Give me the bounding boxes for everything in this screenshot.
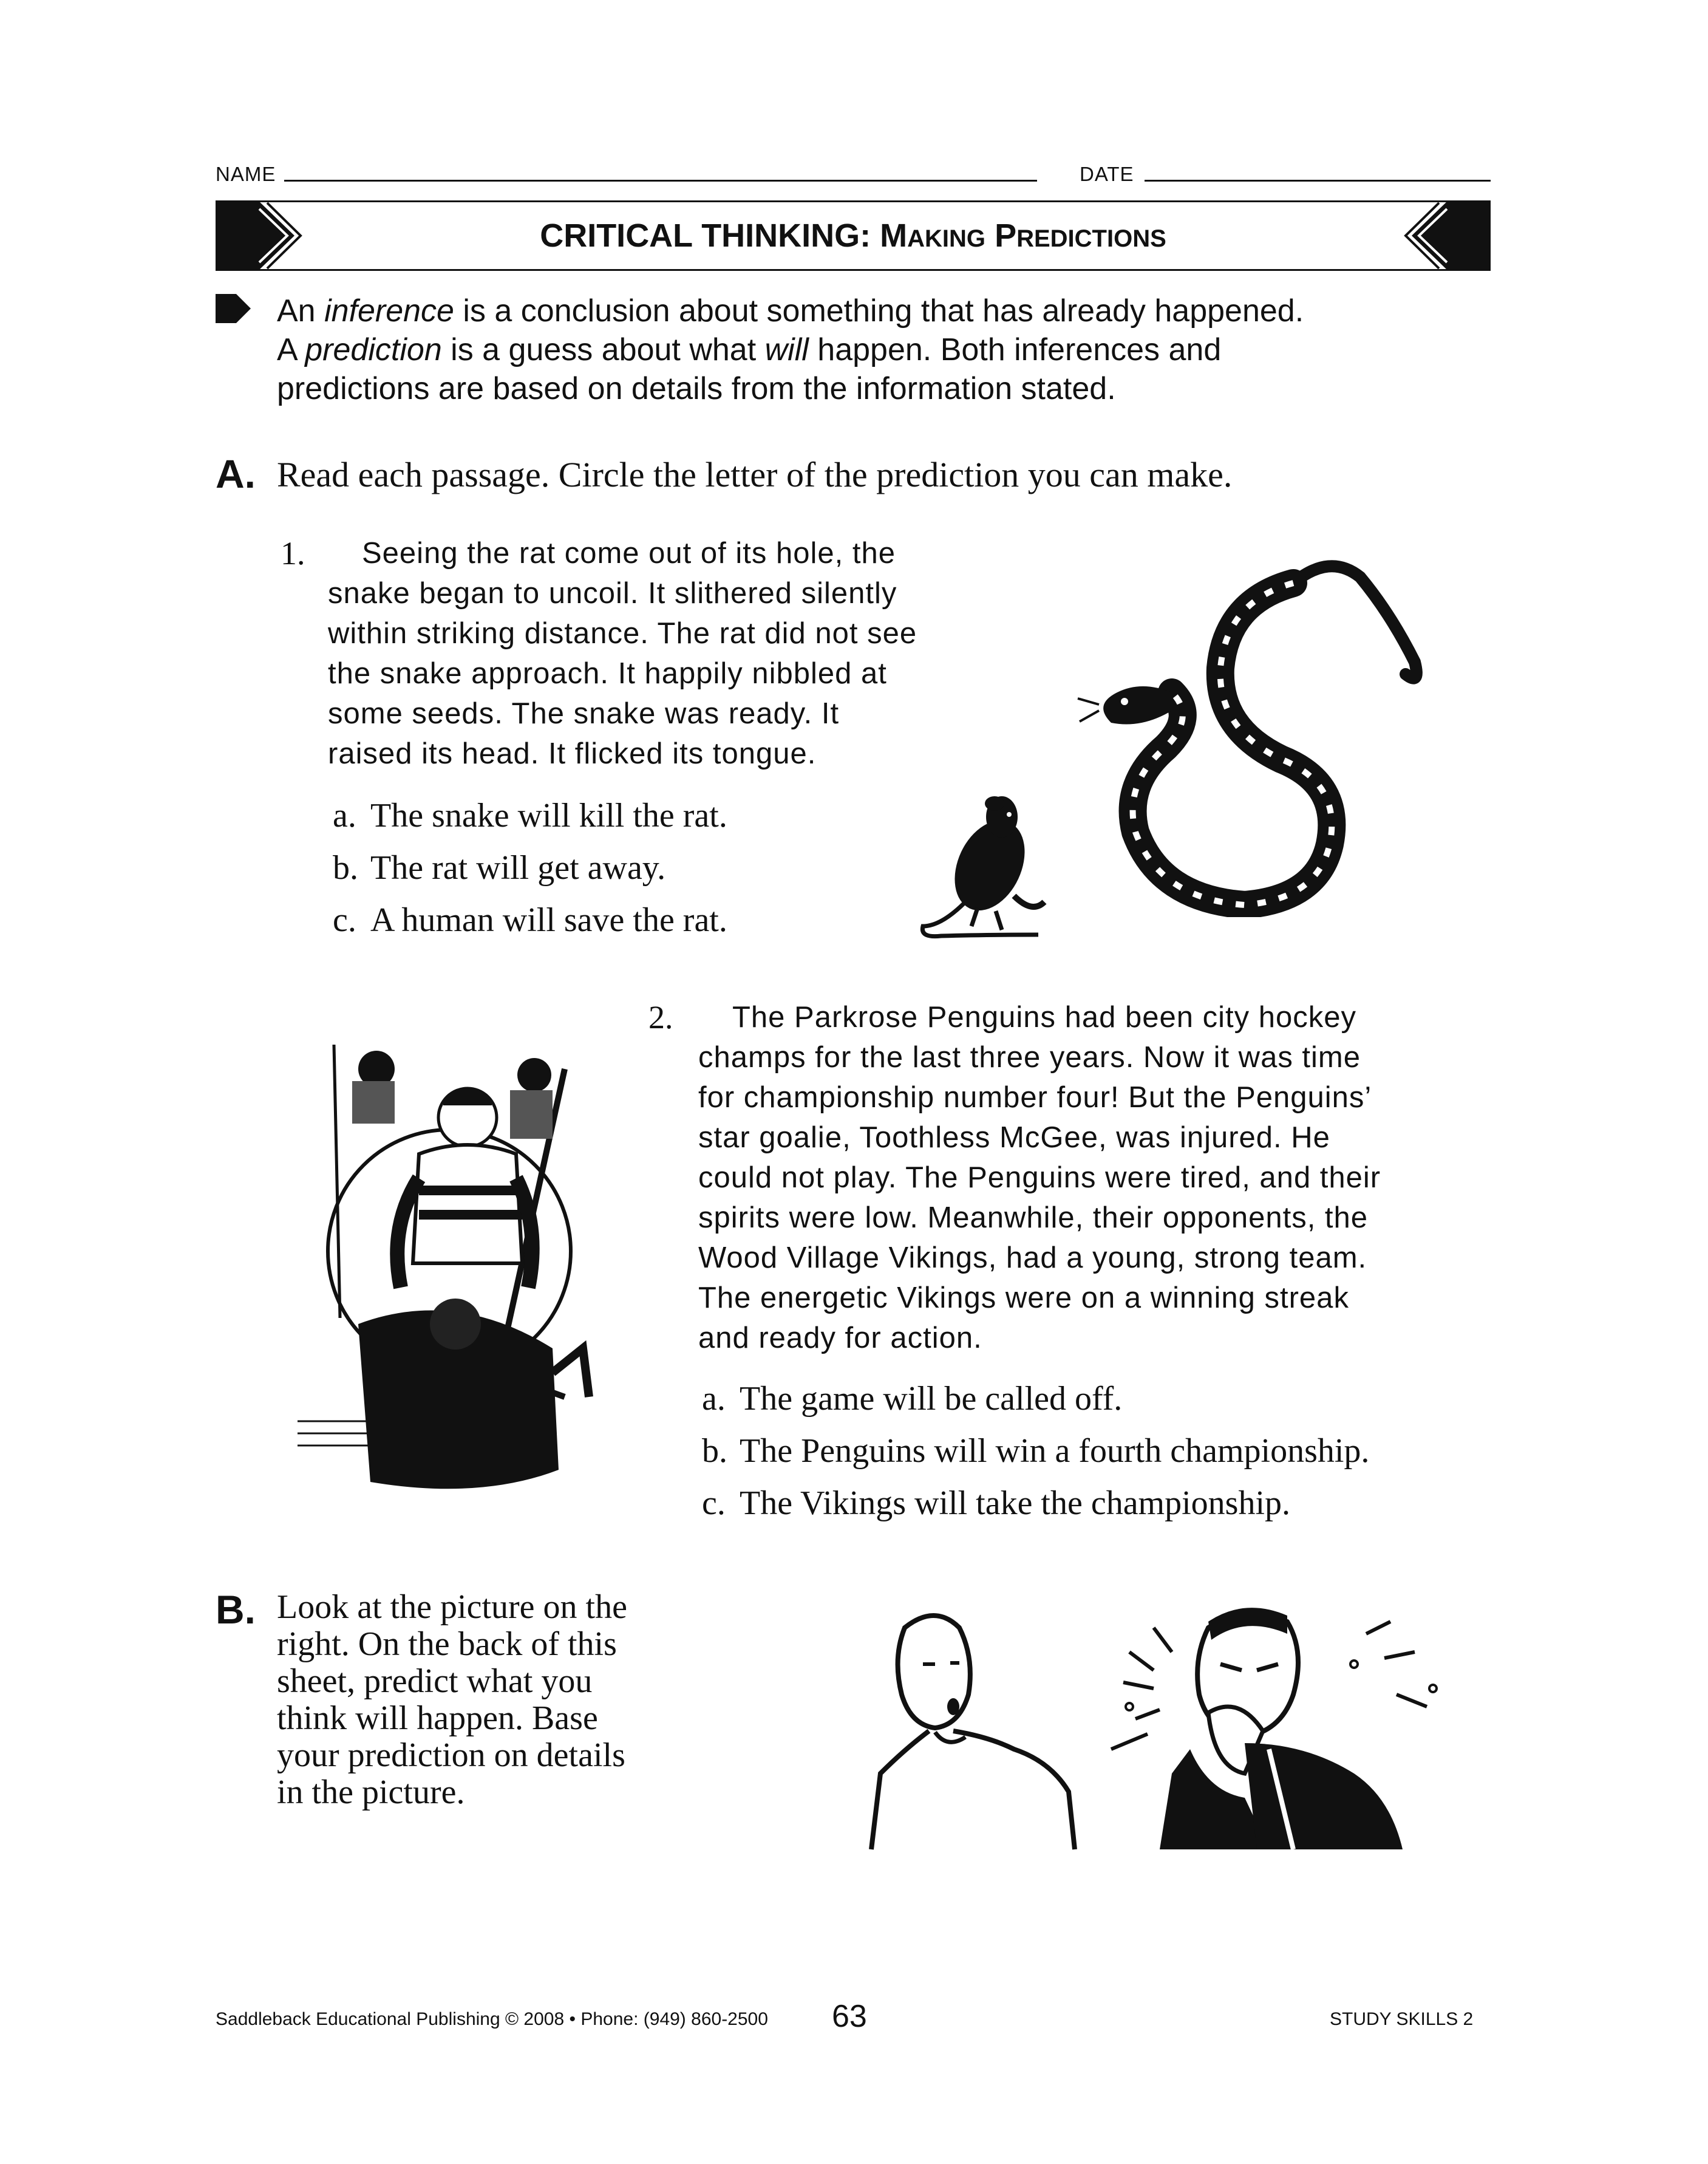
page-number: 63 (832, 1999, 867, 2034)
section-b-line: in the picture. (277, 1773, 465, 1811)
intro-line-1: An inference is a conclusion about something that has already happened. (277, 293, 1304, 329)
choice-a[interactable] (333, 796, 1001, 836)
choice-letter[interactable]: a. (702, 1380, 726, 1418)
section-b-line: your prediction on details (277, 1736, 625, 1774)
passage-2-line: champs for the last three years. Now it was time (698, 1041, 1361, 1074)
passage-2-line: Wood Village Vikings, had a young, strong team. (698, 1241, 1367, 1274)
choice-letter[interactable]: b. (702, 1432, 727, 1470)
choice-text: A human will save the rat. (370, 901, 727, 939)
choice-letter[interactable]: c. (702, 1484, 726, 1522)
passage-1-line: raised its head. It flicked its tongue. (328, 737, 817, 770)
choice-letter[interactable]: a. (333, 797, 356, 835)
choice-text: The rat will get away. (370, 849, 666, 887)
passage-1-line: snake began to uncoil. It slithered silently (328, 577, 897, 610)
date-label: DATE (1080, 163, 1134, 185)
choice-text: The game will be called off. (740, 1380, 1123, 1418)
passage-1-line: within striking distance. The rat did not see (328, 617, 917, 650)
passage-2-choices (702, 1379, 1491, 1535)
section-b-line: right. On the back of this (277, 1625, 617, 1663)
choice-letter[interactable]: c. (333, 901, 356, 939)
choice-letter[interactable]: b. (333, 849, 358, 887)
section-b-line: think will happen. Base (277, 1699, 598, 1737)
section-a-instruction: Read each passage. Circle the letter of the prediction you can make. (277, 455, 1233, 494)
passage-2-line: for championship number four! But the Penguins’ (698, 1081, 1372, 1114)
passage-1-line: the snake approach. It happily nibbled at (328, 657, 887, 690)
name-label: NAME (216, 163, 276, 185)
intro-bullet-icon (216, 294, 252, 326)
choice-c[interactable] (702, 1483, 1491, 1523)
passage-2-line: The Parkrose Penguins had been city hockey (732, 1001, 1357, 1034)
passage-2-line: star goalie, Toothless McGee, was injured. He (698, 1121, 1330, 1154)
choice-a[interactable] (702, 1379, 1491, 1419)
choice-b[interactable] (333, 848, 1001, 888)
intro-line-3: predictions are based on details from the information stated. (277, 371, 1116, 406)
intro-text (277, 292, 1491, 408)
footer-publisher: Saddleback Educational Publishing © 2008 • Phone: (949) 860-2500 (216, 2009, 768, 2029)
footer-series: STUDY SKILLS 2 (1330, 2009, 1474, 2029)
passage-2-line: spirits were low. Meanwhile, their opponents, the (698, 1201, 1369, 1234)
passage-1-text (328, 533, 1020, 774)
choice-text: The snake will kill the rat. (370, 797, 727, 835)
passage-1-line: some seeds. The snake was ready. It (328, 697, 840, 730)
passage-1-line: Seeing the rat come out of its hole, the (362, 537, 896, 570)
passage-2-line: and ready for action. (698, 1322, 982, 1354)
passage-2-line: could not play. The Penguins were tired, and their (698, 1161, 1381, 1194)
intro-line-2: A prediction is a guess about what will happen. Both inferences and (277, 332, 1222, 367)
date-field[interactable] (1145, 180, 1491, 182)
snake-illustration (1075, 528, 1463, 917)
title-banner (216, 200, 1491, 271)
passage-2-line: The energetic Vikings were on a winning streak (698, 1282, 1349, 1314)
choice-text: The Vikings will take the championship. (740, 1484, 1291, 1522)
passage-2-text (698, 997, 1500, 1358)
name-field[interactable] (284, 180, 1037, 182)
passage-2-number: 2. (648, 999, 673, 1036)
choice-text: The Penguins will win a fourth championship. (740, 1432, 1370, 1470)
passage-1-choices (333, 796, 1001, 952)
hockey-illustration (298, 1033, 613, 1506)
section-b-line: Look at the picture on the (277, 1588, 627, 1626)
section-b-line: sheet, predict what you (277, 1662, 593, 1700)
sneeze-illustration (868, 1591, 1463, 1852)
passage-1-number: 1. (281, 535, 305, 572)
section-b-letter: B. (216, 1587, 256, 1632)
section-b-instruction (277, 1589, 738, 1811)
choice-c[interactable] (333, 900, 1001, 940)
section-a-letter: A. (216, 451, 256, 496)
choice-b[interactable] (702, 1431, 1491, 1471)
page-title: CRITICAL THINKING: MAKING PREDICTIONS (540, 217, 1166, 254)
rat-illustration (917, 787, 1063, 941)
